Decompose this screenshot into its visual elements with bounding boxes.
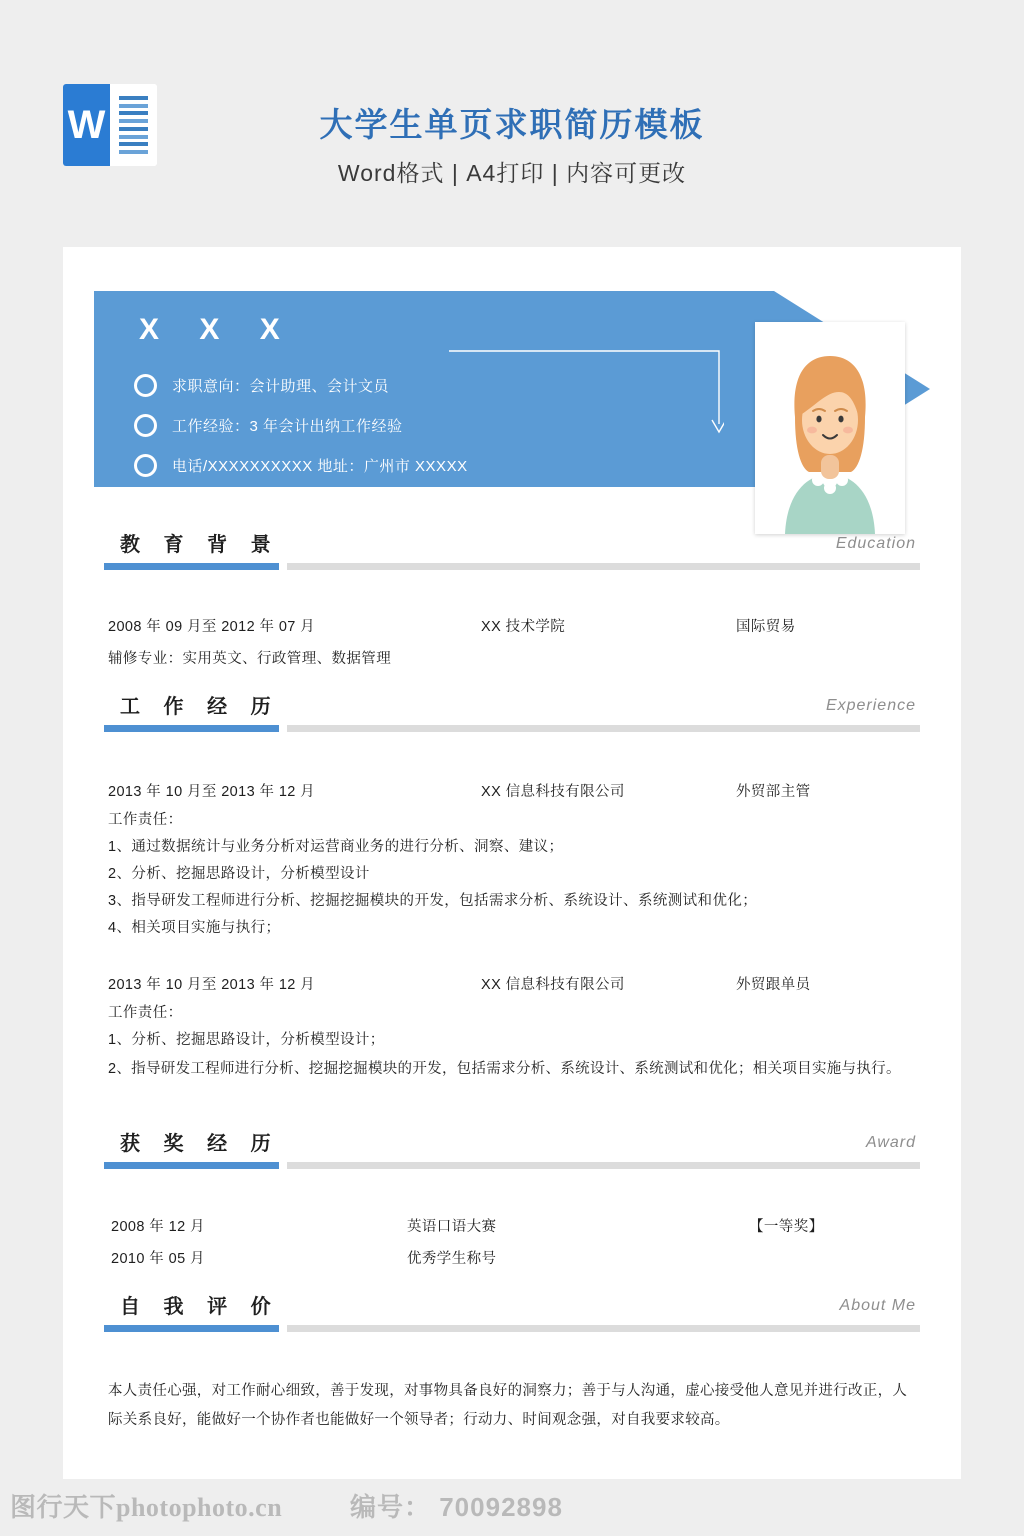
banner-subtitle: Word格式 | A4打印 | 内容可更改	[337, 160, 687, 186]
word-logo-letter: W	[63, 84, 110, 166]
section-award	[104, 1127, 920, 1169]
header-info-item	[134, 367, 468, 403]
section-title: 工 作 经 历	[120, 696, 280, 718]
education-minor: 辅修专业：实用英文、行政管理、数据管理	[108, 651, 392, 667]
section-grey-bar	[287, 725, 920, 732]
header-info-list	[134, 367, 468, 487]
section-experience	[104, 690, 920, 732]
job-duty-item: 2、分析、挖掘思路设计，分析模型设计	[108, 866, 370, 882]
job-duty-item: 2、指导研发工程师进行分析、挖掘挖掘模块的开发，包括需求分析、系统设计、系统测试和优化；相关项目实施与执行。	[108, 1061, 901, 1077]
award-date: 2008 年 12 月	[111, 1219, 205, 1235]
portrait-illustration-icon	[755, 322, 905, 534]
contact-info: 电话/XXXXXXXXXX 地址：广州市 XXXXX	[172, 457, 468, 475]
about-me-text: 本人责任心强，对工作耐心细致，善于发现，对事物具备良好的洞察力；善于与人沟通，虚心接受他人意见并进行改正，人际关系良好，能做好一个协作者也能做好一个领导者；行动力、时间观念强，对自我要求较高。	[108, 1383, 908, 1428]
watermark	[0, 1488, 1024, 1528]
section-title-en: Experience	[825, 697, 916, 714]
job-duty-item: 3、指导研发工程师进行分析、挖掘挖掘模块的开发，包括需求分析、系统设计、系统测试和优化；	[108, 893, 758, 909]
education-major: 国际贸易	[736, 619, 796, 635]
award-name: 优秀学生称号	[407, 1251, 497, 1267]
candidate-name: X X X	[139, 313, 296, 346]
section-grey-bar	[287, 1325, 920, 1332]
education-school: XX 技术学院	[481, 619, 566, 635]
section-accent-bar	[104, 1325, 279, 1332]
section-title: 获 奖 经 历	[120, 1133, 280, 1155]
section-accent-bar	[104, 1162, 279, 1169]
job-date: 2013 年 10 月至 2013 年 12 月	[108, 977, 316, 993]
job-company: XX 信息科技有限公司	[481, 784, 625, 800]
circle-bullet-icon	[134, 454, 157, 477]
section-grey-bar	[287, 1162, 920, 1169]
job-objective: 求职意向：会计助理、会计文员	[172, 377, 390, 395]
award-level: 【一等奖】	[749, 1219, 824, 1235]
section-title-en: Award	[865, 1134, 916, 1151]
job-company: XX 信息科技有限公司	[481, 977, 625, 993]
section-grey-bar	[287, 563, 920, 570]
award-date: 2010 年 05 月	[111, 1251, 205, 1267]
job-date: 2013 年 10 月至 2013 年 12 月	[108, 784, 316, 800]
job-duty-item: 4、相关项目实施与执行；	[108, 920, 281, 936]
job-duty-label: 工作责任：	[108, 812, 183, 828]
section-title-en: About Me	[839, 1297, 916, 1314]
section-title-en: Education	[835, 535, 916, 552]
award-name: 英语口语大赛	[407, 1219, 497, 1235]
section-title: 教 育 背 景	[120, 534, 280, 556]
banner-title: 大学生单页求职简历模板	[319, 106, 705, 143]
promo-banner	[0, 0, 1024, 247]
job-duty-item: 1、分析、挖掘思路设计，分析模型设计；	[108, 1032, 385, 1048]
avatar	[755, 322, 905, 534]
resume-page	[63, 247, 961, 1479]
section-education	[104, 528, 920, 570]
watermark-number: 编号： 70092898	[350, 1492, 563, 1522]
job-position: 外贸部主管	[736, 784, 811, 800]
circle-bullet-icon	[134, 374, 157, 397]
job-duty-item: 1、通过数据统计与业务分析对运营商业务的进行分析、洞察、建议；	[108, 839, 564, 855]
circle-bullet-icon	[134, 414, 157, 437]
work-experience-summary: 工作经验：3 年会计出纳工作经验	[172, 417, 403, 435]
section-accent-bar	[104, 725, 279, 732]
section-title: 自 我 评 价	[120, 1296, 280, 1318]
watermark-site: 图行天下photophoto.cn	[10, 1493, 283, 1522]
job-position: 外贸跟单员	[736, 977, 811, 993]
header-info-item	[134, 407, 468, 443]
education-date: 2008 年 09 月至 2012 年 07 月	[108, 619, 316, 635]
section-accent-bar	[104, 563, 279, 570]
section-about-me	[104, 1290, 920, 1332]
job-duty-label: 工作责任：	[108, 1005, 183, 1021]
header-info-item	[134, 447, 468, 483]
